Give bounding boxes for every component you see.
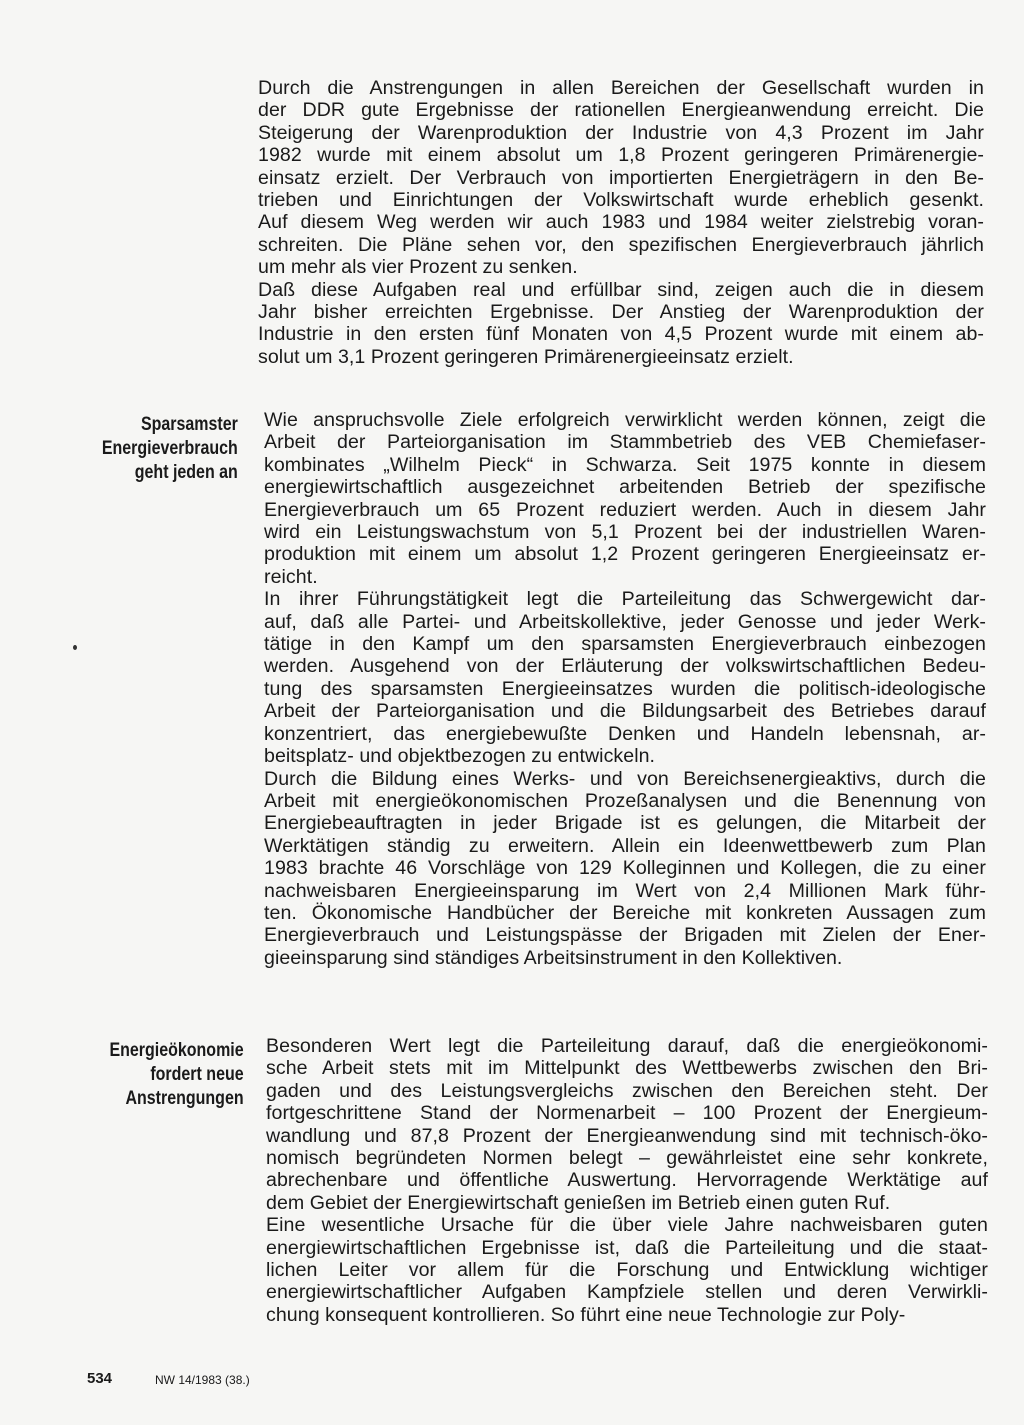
page-number: 534 — [87, 1370, 113, 1387]
text-line: fordert neue — [150, 1063, 244, 1085]
text-line: 1983 brachte 46 Vorschläge von 129 Kolleginnen und Kollegen, die zu einer — [264, 857, 986, 880]
text-line: Werktätigen ständig zu erweitern. Allein ein Ideenwettbewerb zum Plan — [264, 834, 986, 857]
text-line: Energieökonomie — [109, 1039, 244, 1061]
text-line: gaden und des Leistungsvergleichs zwischen den Bereichen steht. Der — [266, 1079, 988, 1102]
text-line: Arbeit der Parteiorganisation und die Bildungsarbeit des Betriebes darauf — [264, 700, 986, 723]
text-line: der DDR gute Ergebnisse der rationellen Energieanwendung erreicht. Die — [258, 99, 984, 122]
text-line: wird ein Leistungswachstum von 5,1 Prozent bei der industriellen Waren- — [264, 521, 986, 544]
text-line: Arbeit der Parteiorganisation im Stammbetrieb des VEB Chemiefaser- — [264, 431, 986, 454]
text-line: Steigerung der Warenproduktion der Industrie von 4,3 Prozent im Jahr — [258, 121, 984, 144]
text-line: energiewirtschaftlichen Ergebnisse ist, daß die Parteileitung und die staat- — [266, 1236, 988, 1259]
text-line: solut um 3,1 Prozent geringeren Primärenergieeinsatz erzielt. — [258, 345, 794, 368]
text-line: Industrie in den ersten fünf Monaten von 4,5 Prozent wurde mit einem ab- — [258, 323, 984, 346]
text-line: nomisch begründeten Normen belegt – gewährleistet eine sehr konkrete, — [266, 1147, 988, 1170]
text-line: Durch die Bildung eines Werks- und von Bereichsenergieaktivs, durch die — [264, 767, 986, 790]
text-line: beitsplatz- und objektbezogen zu entwickeln. — [264, 745, 656, 768]
text-line: lichen Leiter vor allem für die Forschung und Entwicklung wichtiger — [266, 1259, 988, 1282]
text-line: energiewirtschaftlicher Aufgaben Kampfziele stellen und deren Verwirkli- — [266, 1281, 988, 1304]
journal-reference: NW 14/1983 (38.) — [155, 1373, 250, 1387]
text-line: gieeinsparung sind ständiges Arbeitsinstrument in den Kollektiven. — [264, 946, 843, 969]
text-line: auf, daß alle Partei- und Arbeitskollektive, jeder Genosse und jeder Werk- — [264, 610, 986, 633]
text-line: einsatz erzielt. Der Verbrauch von importierten Energieträgern in den Be- — [258, 166, 984, 189]
text-line: ten. Ökonomische Handbücher der Bereiche mit konkreten Aussagen zum — [264, 901, 986, 924]
text-line: schreiten. Die Pläne sehen vor, den spezifischen Energieverbrauch jährlich — [258, 233, 984, 256]
text-line: Besonderen Wert legt die Parteileitung darauf, daß die energieökonomi- — [266, 1035, 988, 1057]
side-heading-sparsamster-energieverbrauch — [102, 412, 238, 484]
text-line: reicht. — [264, 565, 318, 588]
text-line: energiewirtschaftlich ausgezeichnet arbeitenden Betrieb der spezifische — [264, 476, 986, 499]
text-line: 1982 wurde mit einem absolut um 1,8 Prozent geringeren Primärenergie- — [258, 144, 984, 167]
text-line: Energieverbrauch und Leistungspässe der Brigaden mit Zielen der Ener- — [264, 924, 986, 947]
paragraph-energieoekonomische-arbeit — [266, 1035, 988, 1326]
text-line: In ihrer Führungstätigkeit legt die Parteileitung das Schwergewicht dar- — [264, 588, 986, 611]
text-line: tung des sparsamsten Energieeinsatzes wurden die politisch-ideologische — [264, 677, 986, 700]
text-line: Energiebeauftragten in jeder Brigade ist es gelungen, die Mitarbeit der — [264, 812, 986, 835]
text-line: um mehr als vier Prozent zu senken. — [258, 256, 578, 279]
text-line: fortgeschrittene Stand der Normenarbeit – 100 Prozent der Energieum- — [266, 1102, 988, 1125]
text-line: Energieverbrauch um 65 Prozent reduziert werden. Auch in diesem Jahr — [264, 498, 986, 521]
side-heading-energieoekonomie — [110, 1038, 244, 1110]
text-line: Daß diese Aufgaben real und erfüllbar sind, zeigen auch die in diesem — [258, 278, 984, 301]
text-line: Auf diesem Weg werden wir auch 1983 und 1984 weiter zielstrebig voran- — [258, 211, 984, 234]
text-line: produktion mit einem um absolut 1,2 Prozent geringeren Energieeinsatz er- — [264, 543, 986, 566]
text-line: Sparsamster — [141, 413, 238, 435]
margin-dot — [73, 645, 77, 650]
text-line: chung konsequent kontrollieren. So führt eine neue Technologie zur Poly- — [266, 1303, 906, 1326]
text-line: konzentriert, das energiebewußte Denken und Handeln lebensnah, ar- — [264, 722, 986, 745]
text-line: geht jeden an — [134, 461, 238, 483]
text-line: dem Gebiet der Energiewirtschaft genießen im Betrieb einen guten Ruf. — [266, 1191, 891, 1214]
text-line: Durch die Anstrengungen in allen Bereichen der Gesellschaft wurden in — [258, 77, 984, 99]
text-line: trieben und Einrichtungen der Volkswirtschaft wurde erheblich gesenkt. — [258, 189, 984, 212]
text-line: Energieverbrauch — [102, 437, 238, 459]
text-line: Arbeit mit energieökonomischen Prozeßanalysen und die Benennung von — [264, 789, 986, 812]
text-line: wandlung und 87,8 Prozent der Energieanwendung sind mit technisch-öko- — [266, 1124, 988, 1147]
paragraph-chemiefaserkombinat — [264, 409, 986, 969]
text-line: Anstrengungen — [125, 1087, 244, 1109]
text-line: nachweisbaren Energieeinsparung im Wert von 2,4 Millionen Mark führ- — [264, 879, 986, 902]
text-line: werden. Ausgehend von der Erläuterung der volkswirtschaftlichen Bedeu- — [264, 655, 986, 678]
text-line: tätige in den Kampf um den sparsamsten Energieverbrauch einbezogen — [264, 633, 986, 656]
text-line: abrechenbare und öffentliche Auswertung. Hervorragende Werktätige auf — [266, 1169, 988, 1192]
text-line: sche Arbeit stets mit im Mittelpunkt des Wettbewerbs zwischen den Bri- — [266, 1057, 988, 1080]
text-line: kombinates „Wilhelm Pieck“ in Schwarza. Seit 1975 konnte in diesem — [264, 453, 986, 476]
text-line: Wie anspruchsvolle Ziele erfolgreich verwirklicht werden können, zeigt die — [264, 409, 986, 431]
paragraph-intro — [258, 77, 984, 368]
text-line: Jahr bisher erreichten Ergebnisse. Der Anstieg der Warenproduktion der — [258, 301, 984, 324]
text-line: Eine wesentliche Ursache für die über viele Jahre nachweisbaren guten — [266, 1214, 988, 1237]
